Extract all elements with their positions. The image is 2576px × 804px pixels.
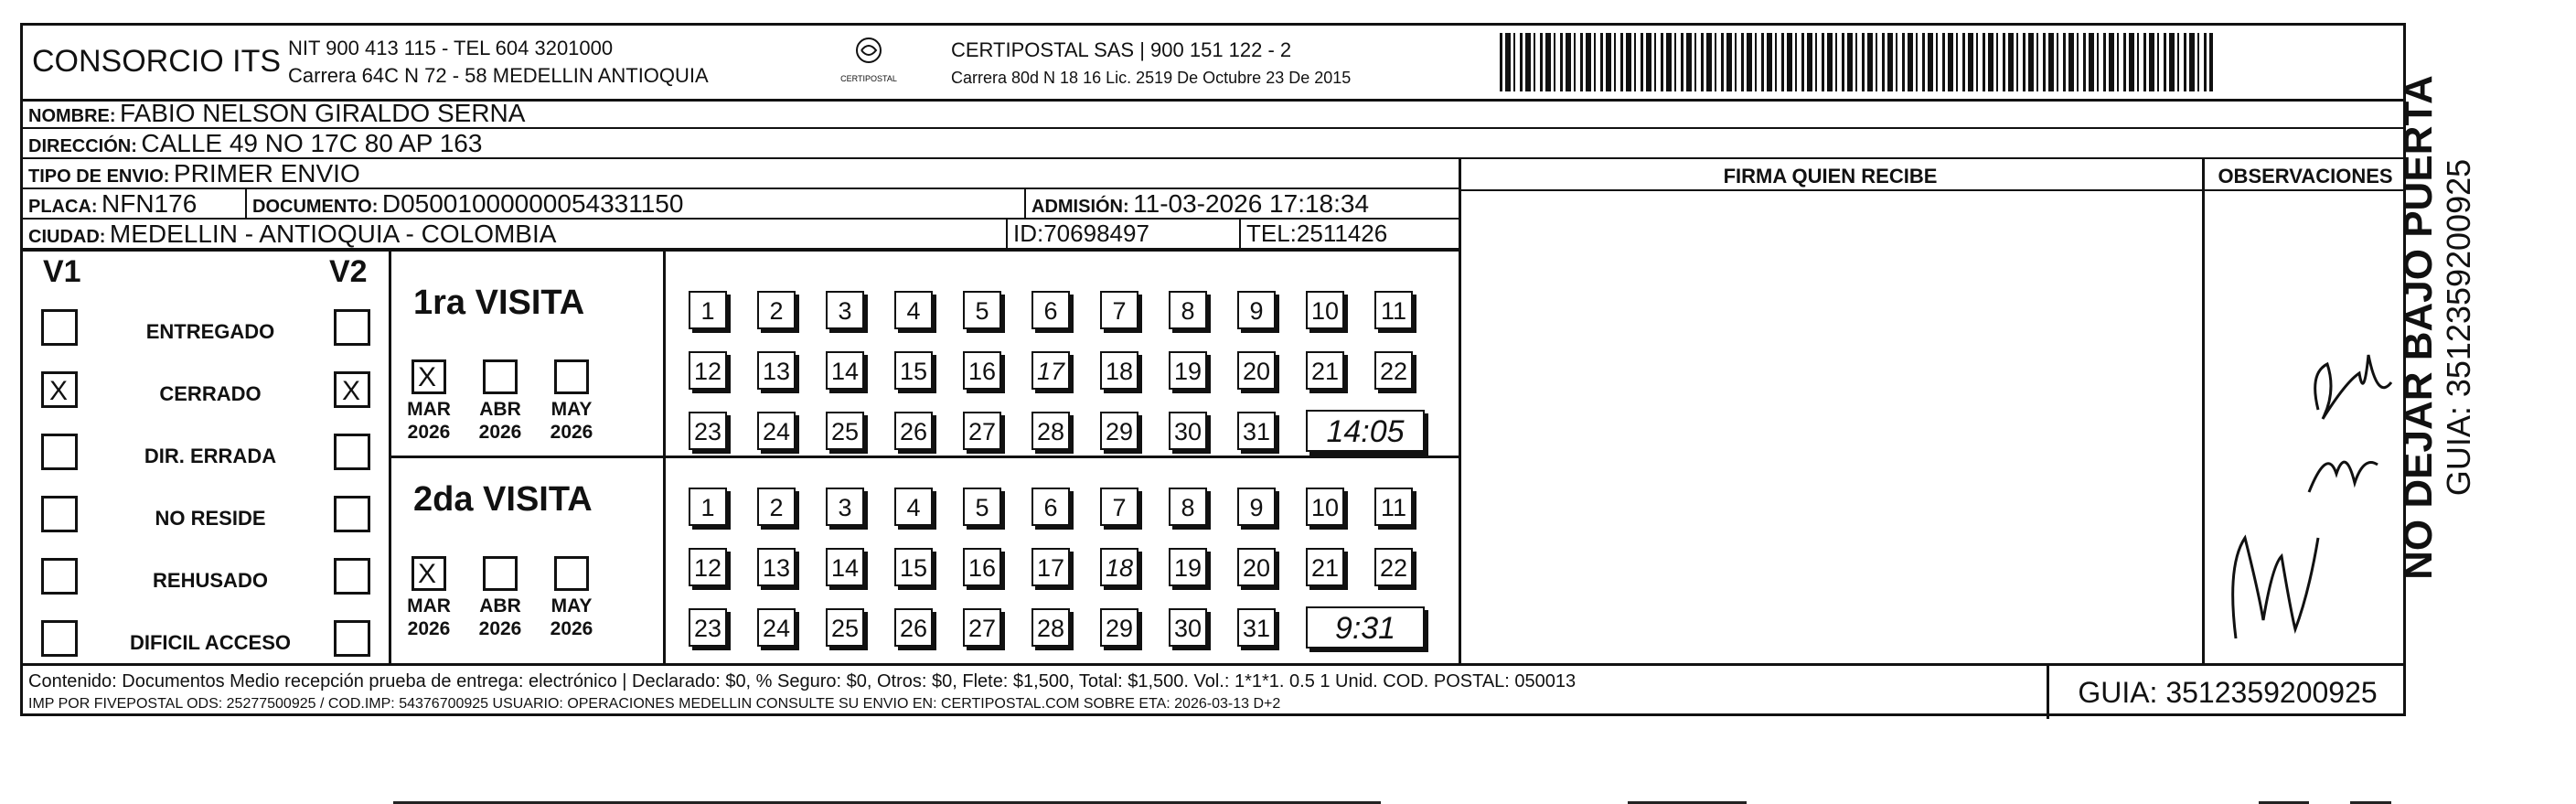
day-box[interactable]: 28 <box>1031 608 1070 647</box>
status-label: NO RESIDE <box>155 507 266 530</box>
address-label: DIRECCIÓN: <box>28 136 137 156</box>
day-box[interactable]: 1 <box>689 488 727 526</box>
status-label: DIFICIL ACCESO <box>129 631 291 654</box>
day-box[interactable]: 14 <box>826 351 864 390</box>
document-label: DOCUMENTO: <box>252 197 379 217</box>
recipient-address: CALLE 49 NO 17C 80 AP 163 <box>141 129 483 157</box>
name-row <box>23 99 2403 129</box>
side-notice <box>2396 26 2524 629</box>
status-label: CERRADO <box>159 382 262 405</box>
day-box[interactable]: 13 <box>757 548 796 586</box>
city-row <box>23 220 1459 250</box>
v1-label: V1 <box>43 254 81 289</box>
v2-checkbox[interactable] <box>334 434 370 470</box>
day-box[interactable]: 9 <box>1237 291 1276 329</box>
day-box[interactable]: 31 <box>1237 608 1276 647</box>
logo-icon <box>850 37 887 70</box>
id-cell <box>1006 220 1149 248</box>
day-box[interactable]: 30 <box>1169 608 1207 647</box>
day-box[interactable]: 3 <box>826 488 864 526</box>
day-box[interactable]: 7 <box>1100 488 1138 526</box>
day-box[interactable]: 24 <box>757 608 796 647</box>
v1-checkbox[interactable] <box>41 434 78 470</box>
signature-header-line <box>1459 189 2406 191</box>
day-box[interactable]: 25 <box>826 412 864 450</box>
month-label: MAR 2026 <box>407 399 451 443</box>
day-box[interactable]: 24 <box>757 412 796 450</box>
v2-checkbox[interactable] <box>334 309 370 346</box>
day-box[interactable]: 28 <box>1031 412 1070 450</box>
carrier-logo <box>837 37 901 90</box>
second-visit-title: 2da VISITA <box>413 480 593 519</box>
day-box[interactable]: 31 <box>1237 412 1276 450</box>
carrier-details <box>951 37 1351 91</box>
month-checkbox[interactable] <box>483 556 518 591</box>
visit-time[interactable]: 9:31 <box>1306 606 1425 649</box>
day-box[interactable]: 9 <box>1237 488 1276 526</box>
recipient-name: FABIO NELSON GIRALDO SERNA <box>120 99 526 127</box>
v2-checkbox[interactable] <box>334 558 370 595</box>
recipient-id: ID:70698497 <box>1013 220 1149 247</box>
observations-divider <box>2202 159 2205 663</box>
day-box[interactable]: 12 <box>689 351 727 390</box>
day-box[interactable]: 17 <box>1031 351 1070 390</box>
day-box[interactable]: 15 <box>894 351 933 390</box>
day-box[interactable]: 26 <box>894 608 933 647</box>
admission-cell <box>1024 189 1369 218</box>
v1-checkbox[interactable] <box>41 496 78 532</box>
status-label: ENTREGADO <box>145 320 275 343</box>
contents-line: Contenido: Documentos Medio recepción prueba de entrega: electrónico | Declarado: $0, % Seguro: $0, Otros: $0, Flete: $1,500, Total: $1,500. Vol.: 1*1*1. 0.5 1 Unid. COD. POSTAL: 050013 <box>28 671 1577 691</box>
day-box[interactable]: 30 <box>1169 412 1207 450</box>
day-box[interactable]: 16 <box>963 351 1001 390</box>
day-box[interactable]: 12 <box>689 548 727 586</box>
ship-type: PRIMER ENVIO <box>173 159 360 188</box>
address-row <box>23 129 2403 159</box>
day-box[interactable]: 29 <box>1100 412 1138 450</box>
document-cell <box>245 189 683 218</box>
plate-row <box>23 189 1459 220</box>
city: MEDELLIN - ANTIOQUIA - COLOMBIA <box>109 220 557 248</box>
day-box[interactable]: 21 <box>1306 351 1344 390</box>
check-mark: X <box>49 376 69 406</box>
day-box[interactable]: 18 <box>1100 351 1138 390</box>
visit-divider <box>389 456 1459 458</box>
day-box[interactable]: 10 <box>1306 488 1344 526</box>
month-label: ABR 2026 <box>478 399 522 443</box>
day-box[interactable]: 15 <box>894 548 933 586</box>
month-label: MAY 2026 <box>550 399 593 443</box>
delivery-form <box>20 23 2406 716</box>
v2-checkbox[interactable] <box>334 496 370 532</box>
v2-label: V2 <box>329 254 368 289</box>
day-box[interactable]: 21 <box>1306 548 1344 586</box>
name-label: NOMBRE: <box>28 106 116 126</box>
month-label: MAY 2026 <box>550 595 593 639</box>
v1-checkbox[interactable] <box>41 558 78 595</box>
ship-type-row <box>23 159 1459 189</box>
observations-label: OBSERVACIONES <box>2218 165 2393 188</box>
day-box[interactable]: 26 <box>894 412 933 450</box>
day-box[interactable]: 8 <box>1169 291 1207 329</box>
plate-label: PLACA: <box>28 197 98 217</box>
ship-type-label: TIPO DE ENVIO: <box>28 166 170 187</box>
day-box[interactable]: 2 <box>757 291 796 329</box>
v1-checkbox[interactable] <box>41 620 78 657</box>
print-info-line: IMP POR FIVEPOSTAL ODS: 25277500925 / COD.IMP: 54376700925 USUARIO: OPERACIONES MEDELLIN CONSULTE SU ENVIO EN: CERTIPOSTAL.COM SOBRE ETA: 2026-03-13 D+2 <box>28 696 1281 712</box>
month-checkbox[interactable] <box>412 556 446 591</box>
admission-date: 11-03-2026 17:18:34 <box>1133 189 1370 218</box>
day-box[interactable]: 13 <box>757 351 796 390</box>
day-box[interactable]: 27 <box>963 608 1001 647</box>
day-box[interactable]: 3 <box>826 291 864 329</box>
logo-text: CERTIPOSTAL <box>840 74 897 83</box>
barcode <box>1500 33 2213 91</box>
day-box[interactable]: 7 <box>1100 291 1138 329</box>
side-notice-main: NO DEJAR BAJO PUERTA <box>2396 75 2441 580</box>
status-top-line <box>23 250 1459 252</box>
company-name: CONSORCIO ITS <box>32 44 282 79</box>
day-box[interactable]: 4 <box>894 488 933 526</box>
day-box[interactable]: 20 <box>1237 548 1276 586</box>
check-mark: X <box>418 362 437 392</box>
first-visit-title: 1ra VISITA <box>413 284 585 322</box>
v1-checkbox[interactable] <box>41 371 78 408</box>
recipient-tel: TEL:2511426 <box>1246 220 1388 247</box>
day-box[interactable]: 5 <box>963 488 1001 526</box>
day-box[interactable]: 20 <box>1237 351 1276 390</box>
day-box[interactable]: 25 <box>826 608 864 647</box>
day-box[interactable]: 4 <box>894 291 933 329</box>
city-label: CIUDAD: <box>28 227 106 247</box>
carrier-nit: CERTIPOSTAL SAS | 900 151 122 - 2 <box>951 38 1292 61</box>
month-checkbox[interactable] <box>412 359 446 394</box>
month-label: ABR 2026 <box>478 595 522 639</box>
month-label: MAR 2026 <box>407 595 451 639</box>
admission-label: ADMISIÓN: <box>1031 197 1129 217</box>
company-details <box>288 35 709 90</box>
form-footer <box>23 663 2403 719</box>
day-box[interactable]: 22 <box>1374 351 1413 390</box>
visit-time[interactable]: 14:05 <box>1306 410 1425 452</box>
day-box[interactable]: 22 <box>1374 548 1413 586</box>
day-box[interactable]: 14 <box>826 548 864 586</box>
month-checkbox[interactable] <box>554 359 589 394</box>
day-box[interactable]: 19 <box>1169 351 1207 390</box>
day-box[interactable]: 17 <box>1031 548 1070 586</box>
day-box[interactable]: 27 <box>963 412 1001 450</box>
day-box[interactable]: 1 <box>689 291 727 329</box>
day-box[interactable]: 16 <box>963 548 1001 586</box>
check-mark: X <box>342 376 361 406</box>
day-box[interactable]: 11 <box>1374 291 1413 329</box>
day-box[interactable]: 10 <box>1306 291 1344 329</box>
month-checkbox[interactable] <box>554 556 589 591</box>
day-box[interactable]: 29 <box>1100 608 1138 647</box>
company-nit: NIT 900 413 115 - TEL 604 3201000 <box>288 37 614 59</box>
form-header <box>23 26 2403 102</box>
carrier-address: Carrera 80d N 18 16 Lic. 2519 De Octubre 23 De 2015 <box>951 69 1352 87</box>
day-box[interactable]: 18 <box>1100 548 1138 586</box>
day-box[interactable]: 23 <box>689 412 727 450</box>
status-label: DIR. ERRADA <box>144 445 277 467</box>
tel-cell <box>1239 220 1387 248</box>
month-checkbox[interactable] <box>483 359 518 394</box>
document-number: D05001000000054331150 <box>381 189 684 218</box>
check-mark: X <box>418 559 437 589</box>
company-address: Carrera 64C N 72 - 58 MEDELLIN ANTIOQUIA <box>288 64 709 87</box>
guia-number: GUIA: 3512359200925 <box>2047 666 2406 719</box>
day-box[interactable]: 2 <box>757 488 796 526</box>
day-box[interactable]: 23 <box>689 608 727 647</box>
handwritten-signature <box>2208 263 2410 657</box>
plate: NFN176 <box>102 189 198 218</box>
day-box[interactable]: 6 <box>1031 488 1070 526</box>
v2-checkbox[interactable] <box>334 620 370 657</box>
v2-checkbox[interactable] <box>334 371 370 408</box>
day-box[interactable]: 19 <box>1169 548 1207 586</box>
signature-label: FIRMA QUIEN RECIBE <box>1723 165 1938 188</box>
signature-divider <box>1459 159 1461 663</box>
v1-checkbox[interactable] <box>41 309 78 346</box>
side-notice-guia: GUIA: 3512359200925 <box>2440 158 2477 497</box>
day-box[interactable]: 11 <box>1374 488 1413 526</box>
day-box[interactable]: 8 <box>1169 488 1207 526</box>
status-label: REHUSADO <box>153 569 268 592</box>
day-box[interactable]: 6 <box>1031 291 1070 329</box>
day-box[interactable]: 5 <box>963 291 1001 329</box>
